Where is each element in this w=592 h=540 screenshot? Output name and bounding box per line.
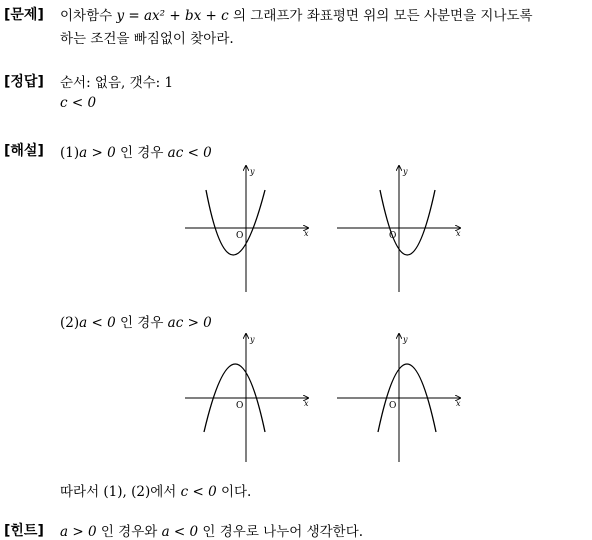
x-axis-label: x <box>304 229 309 238</box>
case-1-condition: a > 0 <box>79 145 116 161</box>
conclusion-prefix: 따라서 (1), (2)에서 <box>60 484 181 500</box>
graph-2a <box>185 334 309 462</box>
case-2-condition: a < 0 <box>79 315 116 331</box>
solution-tag: [해설] <box>4 143 44 159</box>
origin-label: O <box>389 401 397 411</box>
problem-equation: y = ax² + bx + c <box>116 8 229 24</box>
origin-label: O <box>389 231 397 241</box>
problem-tag: [문제] <box>4 7 44 23</box>
case-1-graphs <box>180 160 480 295</box>
y-axis-label: y <box>403 167 408 176</box>
y-axis-label: y <box>403 335 408 344</box>
parabola-upward <box>206 190 265 255</box>
x-axis-label: x <box>456 229 461 238</box>
conclusion <box>60 480 251 500</box>
graph-2b <box>337 334 461 462</box>
graph-1a <box>185 166 309 292</box>
answer-meta: 순서: 없음, 갯수: 1 <box>60 75 174 91</box>
problem-text-suffix: 의 그래프가 좌표평면 위의 모든 사분면을 지나도록 <box>228 8 533 24</box>
case-1-condition-2: ac < 0 <box>167 145 212 161</box>
case-2-graphs <box>180 330 480 465</box>
hint-text <box>60 520 363 540</box>
conclusion-suffix: 이다. <box>216 484 252 500</box>
origin-label: O <box>236 231 244 241</box>
problem-line-1 <box>60 4 533 24</box>
hint-condition-1: a > 0 <box>60 524 97 540</box>
x-axis-label: x <box>456 399 461 408</box>
case-1-mid-text: 인 경우 <box>115 145 168 161</box>
conclusion-condition: c < 0 <box>180 484 217 500</box>
hint-condition-2: a < 0 <box>161 524 199 540</box>
hint-text-1: 인 경우와 <box>96 524 162 540</box>
y-axis-label: y <box>250 167 255 176</box>
y-axis-label: y <box>250 335 255 344</box>
case-2-number: (2) <box>60 315 80 331</box>
case-2-mid-text: 인 경우 <box>115 315 168 331</box>
hint-text-2: 인 경우로 나누어 생각한다. <box>198 524 364 540</box>
case-2-heading <box>60 311 212 331</box>
graph-1b <box>337 166 461 292</box>
case-1-number: (1) <box>60 145 80 161</box>
parabola-upward <box>380 190 435 255</box>
answer-result: c < 0 <box>60 95 97 111</box>
answer-tag: [정답] <box>4 74 44 90</box>
origin-label: O <box>236 401 244 411</box>
case-2-condition-2: ac > 0 <box>167 315 212 331</box>
hint-tag: [힌트] <box>4 523 44 539</box>
problem-text-prefix: 이차함수 <box>60 8 117 24</box>
problem-line-2: 하는 조건을 빠짐없이 찾아라. <box>60 31 234 47</box>
case-1-heading <box>60 141 212 161</box>
x-axis-label: x <box>304 399 309 408</box>
